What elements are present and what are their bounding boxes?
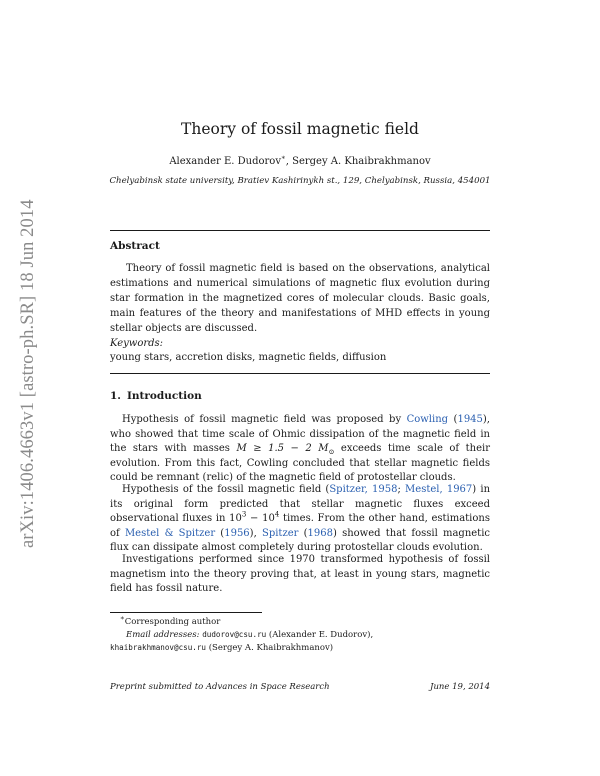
intro-paragraph-1	[110, 413, 490, 486]
email-link[interactable]: dudorov@csu.ru	[202, 630, 267, 639]
footnote-mark: ∗	[120, 614, 125, 623]
footer-preprint: Preprint submitted to Advances in Space Research	[110, 682, 330, 692]
citation-link[interactable]: 1945	[457, 414, 483, 425]
email-link[interactable]: khaibrakhmanov@csu.ru	[110, 643, 207, 652]
footnote-text: Corresponding author	[124, 617, 221, 627]
footnote-emails	[126, 630, 373, 640]
text-run: ) in its original form predicted that stellar magnetic fluxes exceed observational fluxes in 10	[110, 484, 491, 525]
section-title: Introduction	[126, 390, 202, 402]
text-run: − 10	[246, 513, 275, 525]
abstract-bottom-rule	[110, 373, 490, 374]
footnote-rule	[110, 612, 262, 613]
abstract-text: Theory of fossil magnetic field is based on the observations, analytical estimations and numerical simulations of magnetic flux evolution during star formation in the magnetized cores of molecular clouds. Basic goals, main features of the theory and manifestations of MHD effects in young stellar objects are discussed.	[110, 263, 490, 334]
section-heading	[110, 390, 202, 402]
text-run: ),	[249, 527, 262, 539]
keywords-text: young stars, accretion disks, magnetic fields, diffusion	[110, 352, 387, 363]
text-run: exceeds time scale of their evolution. From this fact, Cowling concluded that stellar magnetic fields could be remnant (relic) of the magnetic field of protostellar clouds.	[110, 443, 490, 484]
text-run: (	[448, 414, 458, 425]
arxiv-stamp: arXiv:1406.4663v1 [astro-ph.SR] 18 Jun 2014	[18, 199, 38, 548]
email-owner: (Sergey A. Khaibrakhmanov)	[206, 643, 334, 653]
footnote-emails-2	[110, 643, 333, 653]
text-run: (	[298, 527, 308, 539]
abstract-top-rule	[110, 230, 490, 231]
math-expression: M ≥ 1.5 − 2 M	[236, 443, 329, 455]
keywords-heading: Keywords:	[110, 338, 164, 349]
footnote-corresponding	[120, 614, 221, 627]
footer-date: June 19, 2014	[430, 682, 490, 692]
text-run: Hypothesis of the fossil magnetic field (	[122, 484, 330, 495]
section-number: 1.	[110, 390, 121, 402]
intro-paragraph-2	[110, 483, 490, 556]
exponent: 4	[274, 510, 280, 519]
citation-link[interactable]: 1956	[224, 527, 250, 539]
paper-title: Theory of fossil magnetic field	[181, 120, 419, 138]
exponent: 3	[241, 510, 247, 519]
text-run: ;	[397, 484, 406, 495]
text-run: ), who showed that time scale of Ohmic dissipation of the magnetic field in the stars with masses	[110, 414, 490, 455]
citation-link[interactable]: Spitzer	[261, 527, 299, 539]
text-run: (	[215, 527, 225, 539]
abstract-heading: Abstract	[110, 240, 160, 252]
sun-symbol: ⊙	[328, 448, 335, 457]
citation-link[interactable]: Mestel & Spitzer	[124, 527, 216, 539]
citation-link[interactable]: 1968	[307, 527, 333, 539]
affiliation: Chelyabinsk state university, Bratiev Kashirinykh st., 129, Chelyabinsk, Russia, 454001	[109, 176, 491, 186]
citation-link[interactable]: Spitzer, 1958	[329, 484, 398, 495]
corresponding-mark: ∗	[280, 153, 286, 162]
text-run: ) showed that fossil magnetic flux can dissipate almost completely during protostellar clouds evolution.	[110, 527, 490, 554]
text-run: times. From the other hand, estimations of	[110, 513, 490, 539]
email-owner: (Alexander E. Dudorov),	[266, 630, 374, 640]
author-line	[0, 153, 600, 167]
intro-paragraph-3: Investigations performed since 1970 transformed hypothesis of fossil magnetism into the theory proving that, at least in young stars, magnetic field has fossil nature.	[110, 554, 490, 595]
author-1: Alexander E. Dudorov	[169, 156, 281, 167]
citation-link[interactable]: Mestel, 1967	[405, 484, 473, 495]
citation-link[interactable]: Cowling	[406, 414, 449, 425]
text-run: Hypothesis of fossil magnetic field was proposed by	[122, 414, 407, 425]
email-label: Email addresses:	[126, 630, 200, 640]
author-2: , Sergey A. Khaibrakhmanov	[285, 156, 431, 167]
